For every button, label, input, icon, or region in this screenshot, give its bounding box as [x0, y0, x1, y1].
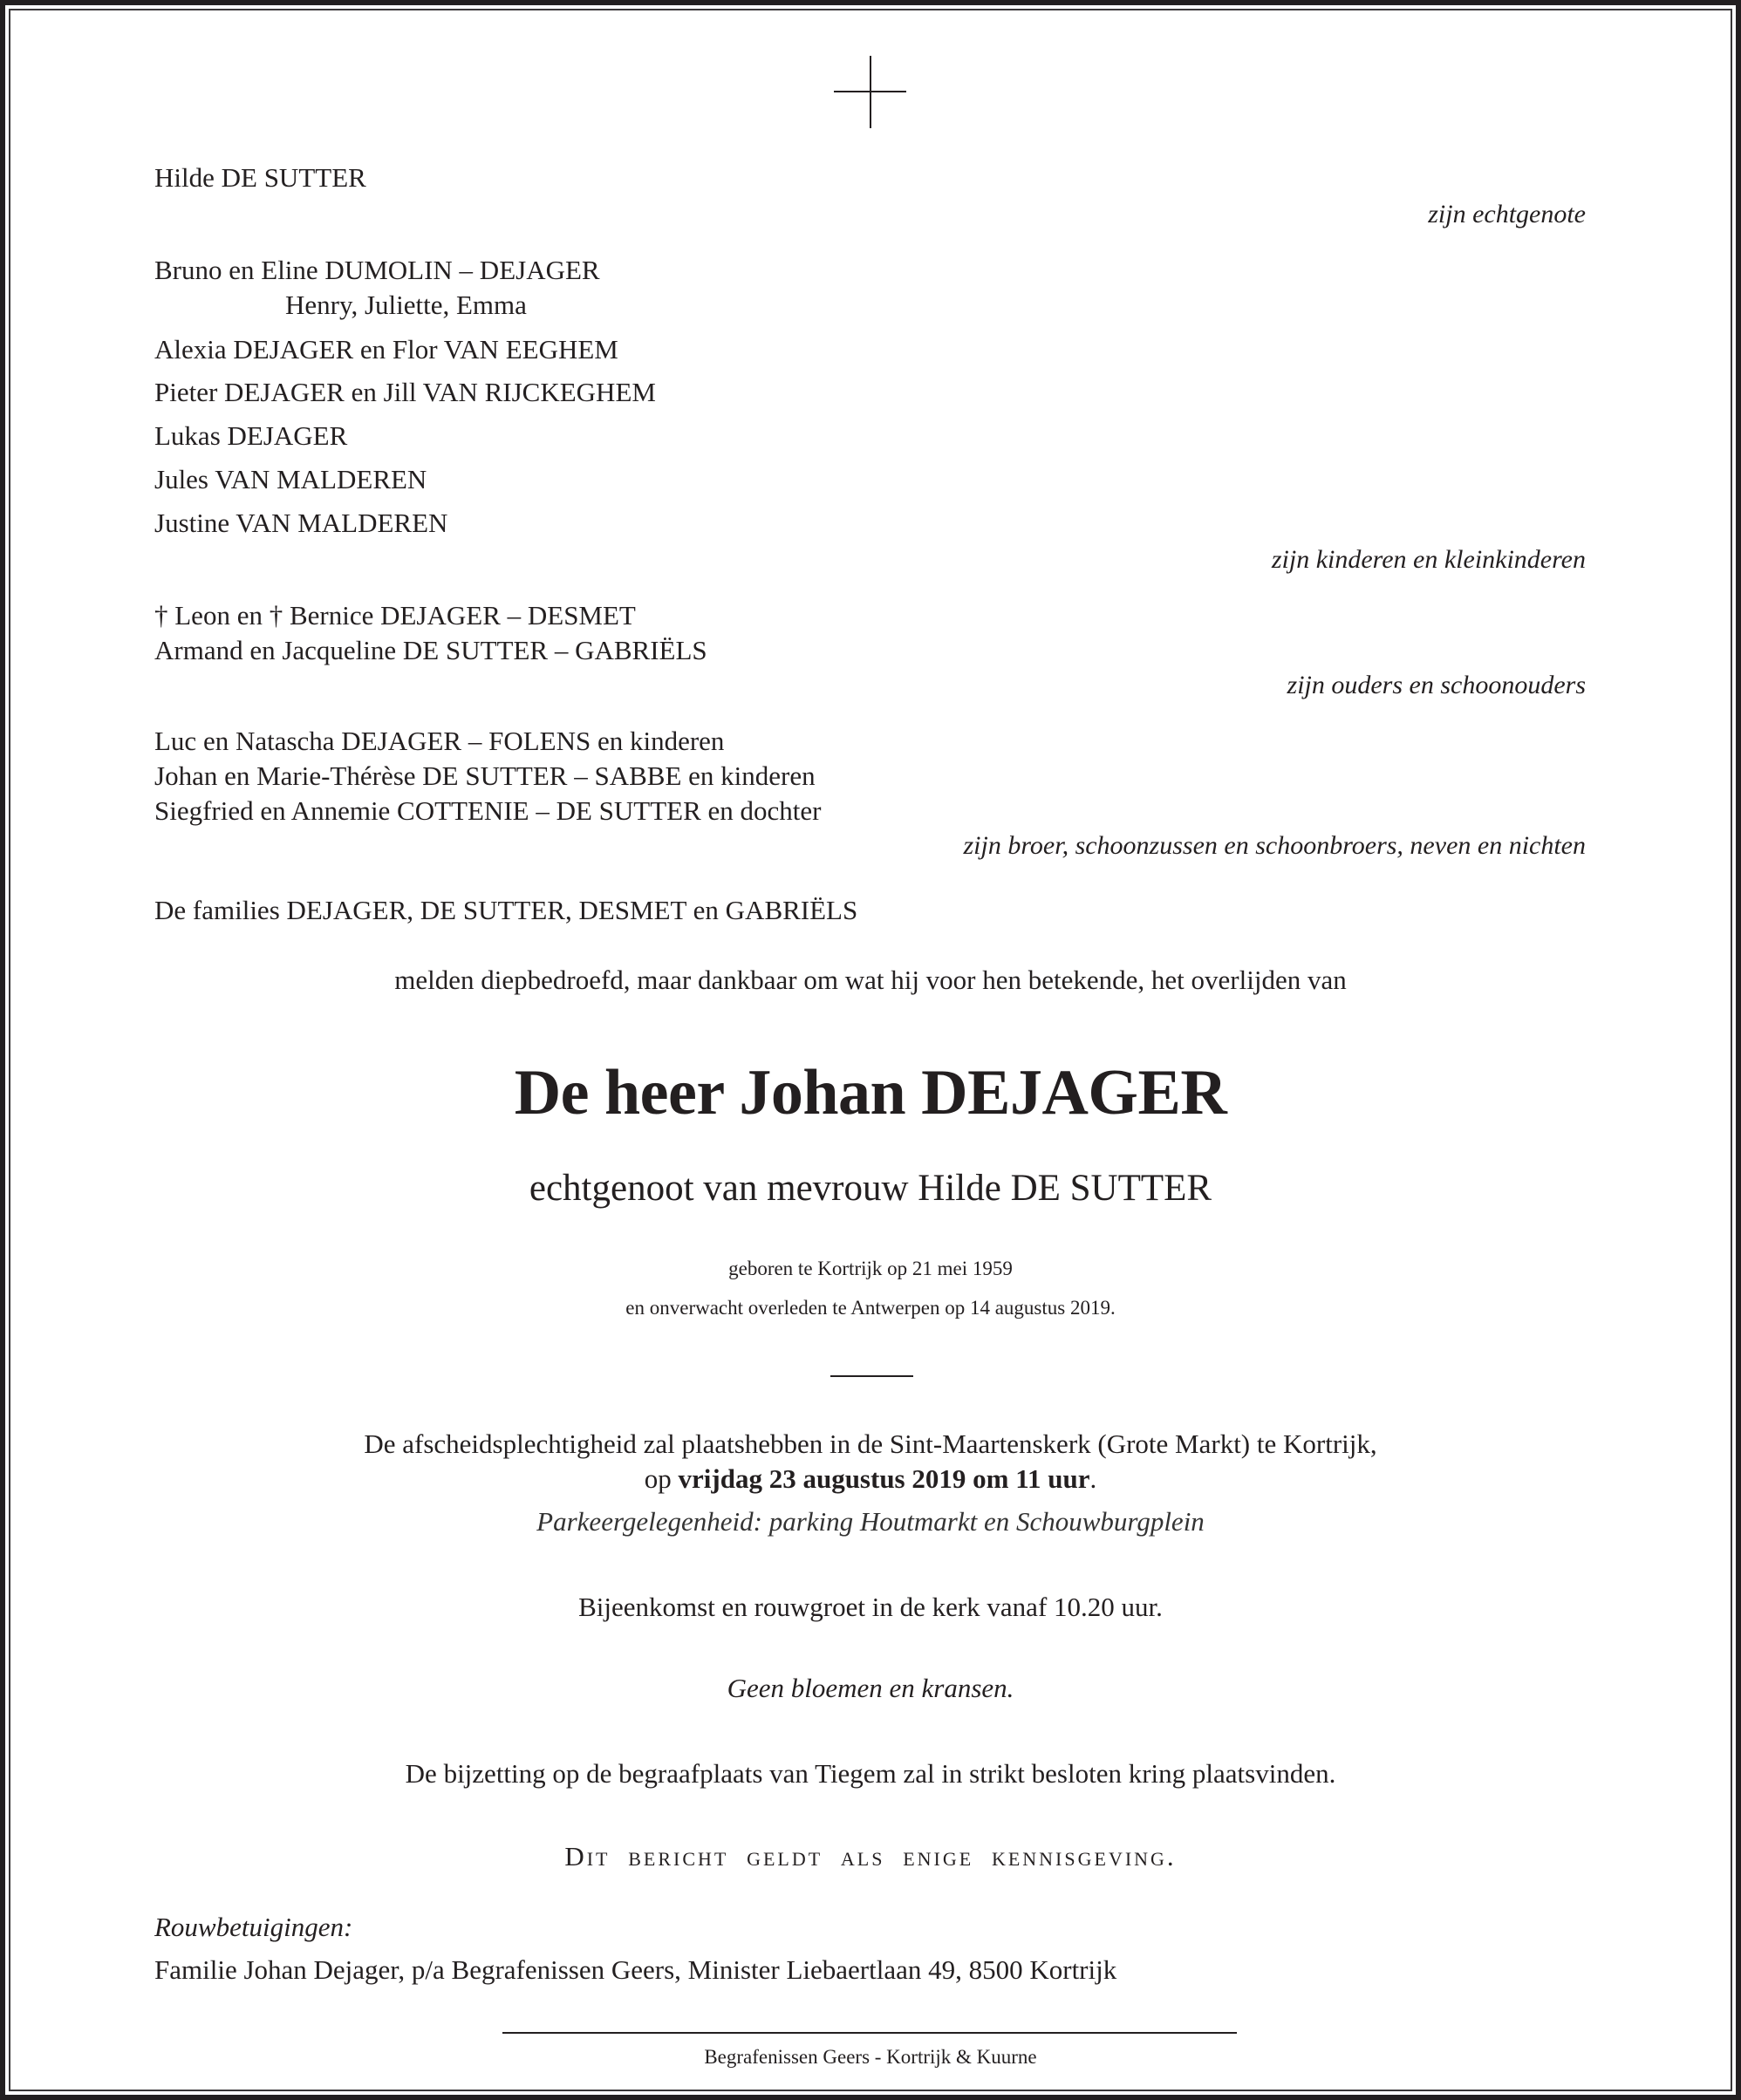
relation-label: zijn broer, schoonzussen en schoonbroers, neven en nichten [963, 831, 1586, 860]
relative-spouse: Hilde DE SUTTER [154, 162, 366, 193]
sole-notice: Dit bericht geldt als enige kennisgeving. [564, 1841, 1177, 1872]
relative-child: Bruno en Eline DUMOLIN – DEJAGER [154, 255, 600, 285]
gathering-info: Bijeenkomst en rouwgroet in de kerk vanaf 10.20 uur. [578, 1592, 1163, 1622]
spouse-line: echtgenoot van mevrouw Hilde DE SUTTER [529, 1168, 1212, 1209]
ceremony-date: vrijdag 23 augustus 2019 om 11 uur [678, 1463, 1090, 1494]
footer-divider [502, 2032, 1237, 2034]
relative-parents: † Leon en † Bernice DEJAGER – DESMET [154, 600, 636, 631]
burial-info: De bijzetting op de begraafplaats van Tiegem zal in strikt besloten kring plaatsvinden. [405, 1758, 1336, 1789]
condolences-address: Familie Johan Dejager, p/a Begrafenissen Geers, Minister Liebaertlaan 49, 8500 Kortrijk [154, 1954, 1117, 1985]
relative-sibling: Luc en Natascha DEJAGER – FOLENS en kinderen [154, 726, 725, 756]
ceremony-date-suffix: . [1089, 1463, 1097, 1494]
birth-line: geboren te Kortrijk op 21 mei 1959 [728, 1258, 1013, 1279]
relative-child: Justine VAN MALDEREN [154, 508, 448, 538]
death-line: en onverwacht overleden te Antwerpen op 14 augustus 2019. [625, 1297, 1116, 1319]
relative-child: Lukas DEJAGER [154, 420, 348, 451]
funeral-home-footer: Begrafenissen Geers - Kortrijk & Kuurne [704, 2046, 1037, 2068]
parking-info: Parkeergelegenheid: parking Houtmarkt en Schouwburgplein [536, 1506, 1205, 1537]
condolences-label: Rouwbetuigingen: [154, 1912, 353, 1942]
relation-label: zijn ouders en schoonouders [1287, 671, 1586, 699]
cross-horizontal-bar [834, 91, 906, 92]
deceased-name: De heer Johan DEJAGER [514, 1057, 1227, 1128]
ceremony-date-line [0, 1462, 1741, 1497]
divider-short [830, 1375, 913, 1377]
grandchildren: Henry, Juliette, Emma [285, 290, 527, 320]
relative-parents: Armand en Jacqueline DE SUTTER – GABRIËLS [154, 635, 707, 665]
ceremony-date-prefix: op [644, 1463, 679, 1494]
relative-child: Jules VAN MALDEREN [154, 464, 427, 494]
relative-sibling: Siegfried en Annemie COTTENIE – DE SUTTER en dochter [154, 795, 822, 826]
no-flowers: Geen bloemen en kransen. [727, 1673, 1014, 1703]
relative-families: De families DEJAGER, DE SUTTER, DESMET en GABRIËLS [154, 895, 858, 925]
announcement-text: melden diepbedroefd, maar dankbaar om wat hij voor hen betekende, het overlijden van [394, 965, 1347, 995]
relation-label: zijn echtgenote [1428, 200, 1586, 228]
relative-child: Alexia DEJAGER en Flor VAN EEGHEM [154, 334, 618, 365]
relative-child: Pieter DEJAGER en Jill VAN RIJCKEGHEM [154, 377, 656, 407]
ceremony-location: De afscheidsplechtigheid zal plaatshebben in de Sint-Maartenskerk (Grote Markt) te Kortrijk, [364, 1428, 1377, 1459]
relative-sibling: Johan en Marie-Thérèse DE SUTTER – SABBE en kinderen [154, 760, 816, 791]
relation-label: zijn kinderen en kleinkinderen [1271, 545, 1586, 574]
